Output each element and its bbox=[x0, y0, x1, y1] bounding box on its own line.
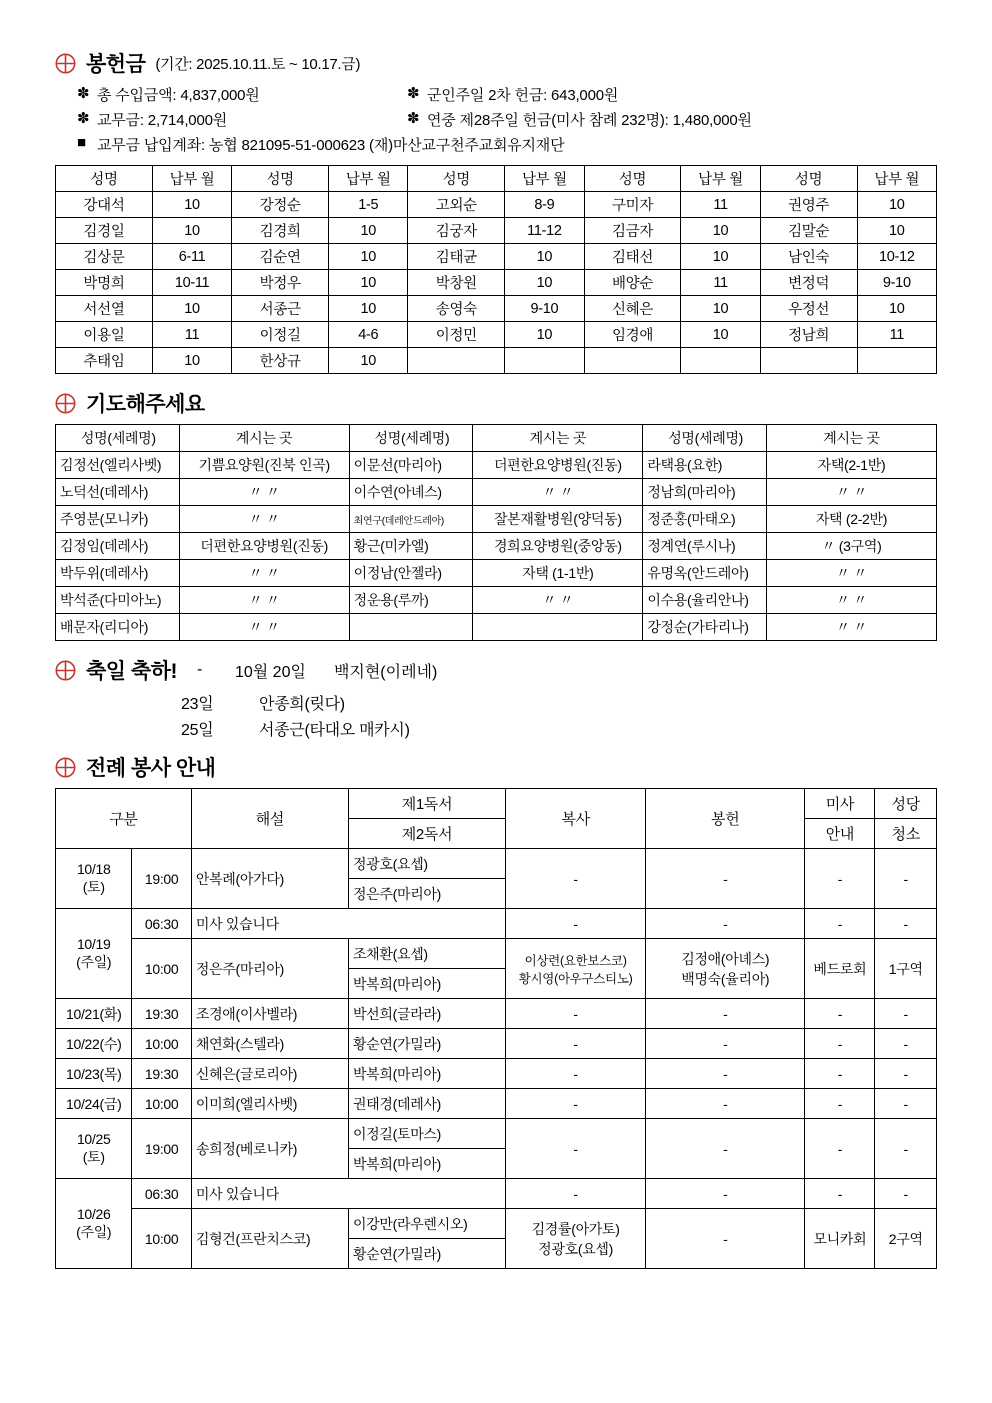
cell-clean: - bbox=[875, 999, 937, 1029]
cell-reading1: 권태경(데레사) bbox=[348, 1089, 505, 1119]
cell-name: 서선열 bbox=[56, 296, 153, 322]
cell-offertory: - bbox=[646, 1029, 805, 1059]
table-row bbox=[56, 270, 937, 296]
column-header-commentary: 해설 bbox=[191, 789, 348, 849]
cell-name: 황근(미카엘) bbox=[349, 533, 473, 560]
cell-name: 김말순 bbox=[760, 218, 857, 244]
cell-name: 임경애 bbox=[584, 322, 681, 348]
cell-place: 경희요양병원(중앙동) bbox=[473, 533, 643, 560]
table-row bbox=[56, 1179, 937, 1209]
cell-month: 8-9 bbox=[505, 192, 584, 218]
cell-commentary: 이미희(엘리사벳) bbox=[191, 1089, 348, 1119]
cell-server: - bbox=[506, 1089, 646, 1119]
table-row bbox=[56, 909, 937, 939]
table-row bbox=[56, 348, 937, 374]
feast-name-2: 서종근(타대오 매카시) bbox=[259, 722, 410, 739]
cell-name: 김상문 bbox=[56, 244, 153, 270]
feast-date-0: 10월 20일 bbox=[234, 663, 306, 681]
cell-server: - bbox=[506, 1059, 646, 1089]
cell-server-line1: 이상련(요한보스코) bbox=[524, 953, 627, 968]
column-header-clean-line2: 청소 bbox=[875, 819, 937, 849]
cell-name: 김금자 bbox=[584, 218, 681, 244]
cell-place: 〃 〃 bbox=[473, 479, 643, 506]
feast-name-1: 안종희(릿다) bbox=[259, 696, 345, 713]
table-row bbox=[56, 560, 937, 587]
cell-month: 10 bbox=[152, 348, 231, 374]
cell-month: 10-12 bbox=[857, 244, 936, 270]
cell-server: - bbox=[506, 909, 646, 939]
cell-server bbox=[506, 1209, 646, 1269]
cell-name: 배양순 bbox=[584, 270, 681, 296]
cell-reading1: 정광호(요셉) bbox=[348, 849, 505, 879]
offering-account-row bbox=[77, 134, 937, 155]
feast-list bbox=[55, 691, 937, 740]
offering-military-sunday: 군인주일 2차 헌금: 643,000원 bbox=[427, 87, 619, 104]
cell-offertory: - bbox=[646, 1179, 805, 1209]
cell-month: 4-6 bbox=[329, 322, 408, 348]
cell-month: 10 bbox=[681, 218, 760, 244]
cell-month: 10-11 bbox=[152, 270, 231, 296]
cell-clean: - bbox=[875, 1119, 937, 1179]
cell-date bbox=[56, 1119, 132, 1179]
liturgy-schedule-table bbox=[55, 788, 937, 1269]
offering-parish-dues: 교무금: 2,714,000원 bbox=[97, 112, 228, 129]
prayer-section-heading bbox=[55, 388, 937, 418]
cell-month: 10 bbox=[152, 218, 231, 244]
cell-guide: - bbox=[805, 909, 875, 939]
cell-name: 이수용(율리안나) bbox=[643, 587, 767, 614]
cell-name: 노덕선(데레사) bbox=[56, 479, 180, 506]
cell-place: 잘본재활병원(양덕동) bbox=[473, 506, 643, 533]
cell-month bbox=[505, 348, 584, 374]
cell-place: 기쁨요양원(진북 인곡) bbox=[179, 452, 349, 479]
cell-reading1: 이정길(토마스) bbox=[348, 1119, 505, 1149]
cell-reading1: 이강만(라우렌시오) bbox=[348, 1209, 505, 1239]
cell-name: 김경희 bbox=[232, 218, 329, 244]
cell-offertory: - bbox=[646, 1059, 805, 1089]
table-row bbox=[56, 452, 937, 479]
cell-server: - bbox=[506, 849, 646, 909]
cell-date-line2: (토) bbox=[82, 878, 105, 895]
cell-clean: - bbox=[875, 1029, 937, 1059]
cell-name bbox=[408, 348, 505, 374]
feast-date-2: 25일 bbox=[181, 722, 214, 739]
cell-name: 김태균 bbox=[408, 244, 505, 270]
feast-date-1: 23일 bbox=[181, 696, 214, 713]
cell-server-line1: 김경률(아가토) bbox=[531, 1220, 620, 1237]
cell-name: 구미자 bbox=[584, 192, 681, 218]
table-row bbox=[56, 939, 937, 969]
cell-name: 강정순(가타리나) bbox=[643, 614, 767, 641]
cell-time: 10:00 bbox=[132, 939, 191, 999]
cell-month: 9-10 bbox=[505, 296, 584, 322]
cell-month: 10 bbox=[505, 270, 584, 296]
cell-guide: 베드로회 bbox=[805, 939, 875, 999]
cell-place: 〃 〃 bbox=[179, 587, 349, 614]
table-row bbox=[56, 587, 937, 614]
cell-server-line2: 황시영(아우구스티노) bbox=[518, 971, 633, 986]
cell-commentary: 조경애(이사벨라) bbox=[191, 999, 348, 1029]
cell-month: 10 bbox=[152, 296, 231, 322]
cell-place: 자택(2-1반) bbox=[766, 452, 936, 479]
table-row bbox=[56, 506, 937, 533]
cell-offertory: - bbox=[646, 999, 805, 1029]
cell-place: 〃 〃 bbox=[473, 587, 643, 614]
cell-place: 〃 〃 bbox=[179, 479, 349, 506]
cell-time: 10:00 bbox=[132, 1029, 191, 1059]
cell-month: 10 bbox=[329, 244, 408, 270]
cross-icon bbox=[55, 393, 76, 414]
table-row bbox=[56, 322, 937, 348]
cell-offertory: - bbox=[646, 909, 805, 939]
table-header-row bbox=[56, 425, 937, 452]
cell-reading1: 박선희(글라라) bbox=[348, 999, 505, 1029]
feast-dash: - bbox=[196, 661, 203, 678]
column-header-guide-line1: 미사 bbox=[805, 789, 875, 819]
cell-name: 남인숙 bbox=[760, 244, 857, 270]
column-header-place: 계시는 곳 bbox=[473, 425, 643, 452]
cell-name: 이정남(안젤라) bbox=[349, 560, 473, 587]
cell-guide: - bbox=[805, 849, 875, 909]
cell-server: - bbox=[506, 1029, 646, 1059]
cell-clean: - bbox=[875, 1059, 937, 1089]
cell-month: 10 bbox=[329, 296, 408, 322]
offering-total-income: 총 수입금액: 4,837,000원 bbox=[97, 87, 260, 104]
cell-place: 더편한요양병원(진동) bbox=[179, 533, 349, 560]
cell-name bbox=[584, 348, 681, 374]
cell-name: 박창원 bbox=[408, 270, 505, 296]
cell-month: 10 bbox=[329, 218, 408, 244]
cell-commentary: 채연화(스텔라) bbox=[191, 1029, 348, 1059]
cell-guide: 모니카회 bbox=[805, 1209, 875, 1269]
cell-name: 박정우 bbox=[232, 270, 329, 296]
cell-name: 김경일 bbox=[56, 218, 153, 244]
cell-offertory bbox=[646, 939, 805, 999]
table-row bbox=[56, 479, 937, 506]
column-header-month: 납부 월 bbox=[152, 166, 231, 192]
column-header-name: 성명 bbox=[408, 166, 505, 192]
cell-month: 10 bbox=[681, 296, 760, 322]
cell-name: 김태선 bbox=[584, 244, 681, 270]
cell-time: 10:00 bbox=[132, 1209, 191, 1269]
cell-commentary: 신혜은(글로리아) bbox=[191, 1059, 348, 1089]
cell-commentary: 미사 있습니다 bbox=[191, 1179, 505, 1209]
cell-name: 이정길 bbox=[232, 322, 329, 348]
offering-account-info: 교무금 납입계좌: 농협 821095-51-000623 (재)마산교구천주교회유지재단 bbox=[97, 137, 565, 154]
table-row bbox=[56, 296, 937, 322]
cell-clean: - bbox=[875, 849, 937, 909]
table-row bbox=[56, 1059, 937, 1089]
cell-place: 자택 (1-1반) bbox=[473, 560, 643, 587]
cell-commentary: 김형건(프란치스코) bbox=[191, 1209, 348, 1269]
cell-name: 박석준(다미아노) bbox=[56, 587, 180, 614]
cell-offertory: - bbox=[646, 849, 805, 909]
offering-period: (기간: 2025.10.11.토 ~ 10.17.금) bbox=[155, 55, 361, 73]
offering-info bbox=[77, 84, 937, 155]
cell-name bbox=[349, 614, 473, 641]
cell-server bbox=[506, 939, 646, 999]
cell-offertory: - bbox=[646, 1119, 805, 1179]
cell-name: 추태임 bbox=[56, 348, 153, 374]
cell-guide: - bbox=[805, 1179, 875, 1209]
cell-month: 1-5 bbox=[329, 192, 408, 218]
cell-reading2: 박복희(마리아) bbox=[348, 969, 505, 999]
cell-name: 정준홍(마태오) bbox=[643, 506, 767, 533]
cell-name: 우정선 bbox=[760, 296, 857, 322]
cell-date-line2: (주일) bbox=[76, 953, 112, 970]
table-header-row bbox=[56, 166, 937, 192]
cell-date-line1: 10/19 bbox=[76, 935, 111, 952]
cell-name: 김순연 bbox=[232, 244, 329, 270]
cell-name: 권영주 bbox=[760, 192, 857, 218]
cell-date-line2: (주일) bbox=[76, 1223, 112, 1240]
cell-clean: - bbox=[875, 1179, 937, 1209]
cell-guide: - bbox=[805, 999, 875, 1029]
column-header-name: 성명 bbox=[760, 166, 857, 192]
cell-name: 변정덕 bbox=[760, 270, 857, 296]
cell-date bbox=[56, 1179, 132, 1269]
cell-name: 한상규 bbox=[232, 348, 329, 374]
cell-date bbox=[56, 849, 132, 909]
table-row bbox=[56, 1089, 937, 1119]
table-row bbox=[56, 999, 937, 1029]
cell-reading1: 박복희(마리아) bbox=[348, 1059, 505, 1089]
cell-guide: - bbox=[805, 1119, 875, 1179]
cell-name: 고외순 bbox=[408, 192, 505, 218]
cell-date-line2: (토) bbox=[82, 1148, 105, 1165]
cell-server: - bbox=[506, 1119, 646, 1179]
cell-guide: - bbox=[805, 1059, 875, 1089]
feast-item bbox=[181, 691, 937, 714]
cell-place: 〃 〃 bbox=[179, 506, 349, 533]
cell-time: 19:00 bbox=[132, 849, 191, 909]
table-row bbox=[56, 533, 937, 560]
offering-title: 봉헌금 bbox=[86, 53, 146, 76]
cell-month: 11-12 bbox=[505, 218, 584, 244]
column-header-name: 성명(세례명) bbox=[56, 425, 180, 452]
cell-name: 라택용(요한) bbox=[643, 452, 767, 479]
cell-date-line1: 10/18 bbox=[76, 860, 111, 877]
cell-reading1: 황순연(가밀라) bbox=[348, 1029, 505, 1059]
table-row bbox=[56, 192, 937, 218]
cell-place: 더편한요양병원(진동) bbox=[473, 452, 643, 479]
cell-place: 〃 (3구역) bbox=[766, 533, 936, 560]
bullet-asterisk-icon: ✽ bbox=[77, 85, 90, 102]
cell-month: 10 bbox=[505, 244, 584, 270]
cell-place: 자택 (2-2반) bbox=[766, 506, 936, 533]
cell-name: 송영숙 bbox=[408, 296, 505, 322]
cell-offertory: - bbox=[646, 1209, 805, 1269]
cell-time: 19:00 bbox=[132, 1119, 191, 1179]
column-header-guide-line2: 안내 bbox=[805, 819, 875, 849]
column-header-reading2: 제2독서 bbox=[348, 819, 505, 849]
offering-section-heading bbox=[55, 48, 937, 78]
cell-time: 19:30 bbox=[132, 999, 191, 1029]
cell-date: 10/23(목) bbox=[56, 1059, 132, 1089]
cell-name: 신혜은 bbox=[584, 296, 681, 322]
cell-month: 9-10 bbox=[857, 270, 936, 296]
cell-name: 유명옥(안드레아) bbox=[643, 560, 767, 587]
cell-clean: - bbox=[875, 909, 937, 939]
feast-section-heading bbox=[55, 655, 937, 685]
cell-month: 10 bbox=[681, 322, 760, 348]
table-row bbox=[56, 849, 937, 879]
cell-name: 정남희(마리아) bbox=[643, 479, 767, 506]
column-header-place: 계시는 곳 bbox=[766, 425, 936, 452]
feast-item bbox=[181, 717, 937, 740]
column-header-clean-line1: 성당 bbox=[875, 789, 937, 819]
cell-name: 강대석 bbox=[56, 192, 153, 218]
offering-info-row bbox=[77, 109, 937, 130]
cell-name: 박명희 bbox=[56, 270, 153, 296]
cell-month bbox=[681, 348, 760, 374]
offering-table bbox=[55, 165, 937, 374]
cell-month: 10 bbox=[329, 270, 408, 296]
column-header-server: 복사 bbox=[506, 789, 646, 849]
cross-icon bbox=[55, 660, 76, 681]
cell-name: 이수연(아녜스) bbox=[349, 479, 473, 506]
column-header-reading1: 제1독서 bbox=[348, 789, 505, 819]
bullet-asterisk-icon: ✽ bbox=[407, 85, 420, 102]
offering-info-row bbox=[77, 84, 937, 105]
table-row bbox=[56, 1119, 937, 1149]
cell-name: 이용일 bbox=[56, 322, 153, 348]
cell-name: 김궁자 bbox=[408, 218, 505, 244]
cell-place: 〃 〃 bbox=[766, 479, 936, 506]
column-header-month: 납부 월 bbox=[505, 166, 584, 192]
column-header-place: 계시는 곳 bbox=[179, 425, 349, 452]
cell-guide: - bbox=[805, 1029, 875, 1059]
cell-date: 10/24(금) bbox=[56, 1089, 132, 1119]
cell-month bbox=[857, 348, 936, 374]
cell-name: 정계연(루시나) bbox=[643, 533, 767, 560]
cross-icon bbox=[55, 53, 76, 74]
column-header-division: 구분 bbox=[56, 789, 192, 849]
column-header-month: 납부 월 bbox=[857, 166, 936, 192]
cell-offertory-line1: 김정애(아녜스) bbox=[681, 950, 770, 967]
cell-month: 10 bbox=[152, 192, 231, 218]
cell-offertory-line2: 백명숙(율리아) bbox=[681, 970, 770, 987]
cell-reading1: 조채환(요셉) bbox=[348, 939, 505, 969]
cell-commentary: 안복례(아가다) bbox=[191, 849, 348, 909]
cell-name: 이정민 bbox=[408, 322, 505, 348]
table-row bbox=[56, 614, 937, 641]
cell-place: 〃 〃 bbox=[179, 614, 349, 641]
column-header-name: 성명(세례명) bbox=[643, 425, 767, 452]
bullet-asterisk-icon: ✽ bbox=[77, 110, 90, 127]
cell-month: 10 bbox=[681, 244, 760, 270]
cell-date-line1: 10/25 bbox=[76, 1130, 111, 1147]
cell-month: 10 bbox=[505, 322, 584, 348]
cell-name: 이문선(마리아) bbox=[349, 452, 473, 479]
cell-name: 정남희 bbox=[760, 322, 857, 348]
cell-commentary: 송희정(베로니카) bbox=[191, 1119, 348, 1179]
cell-server-line2: 정광호(요셉) bbox=[538, 1240, 614, 1257]
column-header-name: 성명 bbox=[56, 166, 153, 192]
column-header-name: 성명 bbox=[584, 166, 681, 192]
cell-commentary: 정은주(마리아) bbox=[191, 939, 348, 999]
liturgy-section-heading bbox=[55, 752, 937, 782]
column-header-offertory: 봉헌 bbox=[646, 789, 805, 849]
cell-name: 박두위(데레사) bbox=[56, 560, 180, 587]
cell-month: 10 bbox=[329, 348, 408, 374]
bullet-square-icon: ■ bbox=[77, 134, 86, 151]
cell-name: 배문자(리디아) bbox=[56, 614, 180, 641]
cell-commentary: 미사 있습니다 bbox=[191, 909, 505, 939]
cell-name bbox=[760, 348, 857, 374]
table-row bbox=[56, 1209, 937, 1239]
cell-date-line1: 10/26 bbox=[76, 1205, 111, 1222]
cell-server: - bbox=[506, 1179, 646, 1209]
cell-reading2: 황순연(가밀라) bbox=[348, 1239, 505, 1269]
cell-guide: - bbox=[805, 1089, 875, 1119]
cell-clean: 1구역 bbox=[875, 939, 937, 999]
cell-time: 06:30 bbox=[132, 909, 191, 939]
prayer-title: 기도해주세요 bbox=[86, 393, 205, 416]
cell-reading2: 박복희(마리아) bbox=[348, 1149, 505, 1179]
cell-month: 11 bbox=[152, 322, 231, 348]
cell-month: 6-11 bbox=[152, 244, 231, 270]
cell-month: 11 bbox=[857, 322, 936, 348]
table-row bbox=[56, 1029, 937, 1059]
cell-month: 11 bbox=[681, 270, 760, 296]
offering-28th-sunday: 연중 제28주일 헌금(미사 참례 232명): 1,480,000원 bbox=[427, 112, 752, 129]
cell-clean: - bbox=[875, 1089, 937, 1119]
cell-place: 〃 〃 bbox=[179, 560, 349, 587]
table-row bbox=[56, 218, 937, 244]
cell-time: 19:30 bbox=[132, 1059, 191, 1089]
cell-name: 정운용(루까) bbox=[349, 587, 473, 614]
cell-time: 06:30 bbox=[132, 1179, 191, 1209]
column-header-name: 성명(세례명) bbox=[349, 425, 473, 452]
cell-server: - bbox=[506, 999, 646, 1029]
cell-date: 10/21(화) bbox=[56, 999, 132, 1029]
table-header-row bbox=[56, 789, 937, 819]
cell-date: 10/22(수) bbox=[56, 1029, 132, 1059]
cell-name: 김정선(엘리사벳) bbox=[56, 452, 180, 479]
table-row bbox=[56, 244, 937, 270]
cell-place bbox=[473, 614, 643, 641]
column-header-month: 납부 월 bbox=[329, 166, 408, 192]
cell-name: 서종근 bbox=[232, 296, 329, 322]
cell-name: 주영분(모니카) bbox=[56, 506, 180, 533]
cell-name: 최연구(데레안드레아) bbox=[349, 506, 473, 533]
cell-name: 김정임(데레사) bbox=[56, 533, 180, 560]
prayer-table bbox=[55, 424, 937, 641]
cell-month: 10 bbox=[857, 192, 936, 218]
cell-time: 10:00 bbox=[132, 1089, 191, 1119]
column-header-month: 납부 월 bbox=[681, 166, 760, 192]
cell-month: 11 bbox=[681, 192, 760, 218]
feast-name-0: 백지현(이레네) bbox=[333, 663, 438, 681]
cell-month: 10 bbox=[857, 296, 936, 322]
column-header-name: 성명 bbox=[232, 166, 329, 192]
cell-offertory: - bbox=[646, 1089, 805, 1119]
cell-place: 〃 〃 bbox=[766, 614, 936, 641]
liturgy-title: 전례 봉사 안내 bbox=[86, 757, 216, 780]
cell-place: 〃 〃 bbox=[766, 560, 936, 587]
cross-icon bbox=[55, 757, 76, 778]
cell-clean: 2구역 bbox=[875, 1209, 937, 1269]
bullet-asterisk-icon: ✽ bbox=[407, 110, 420, 127]
cell-name: 강정순 bbox=[232, 192, 329, 218]
cell-date bbox=[56, 909, 132, 999]
cell-month: 10 bbox=[857, 218, 936, 244]
feast-title: 축일 축하! bbox=[86, 660, 177, 683]
cell-place: 〃 〃 bbox=[766, 587, 936, 614]
cell-reading2: 정은주(마리아) bbox=[348, 879, 505, 909]
